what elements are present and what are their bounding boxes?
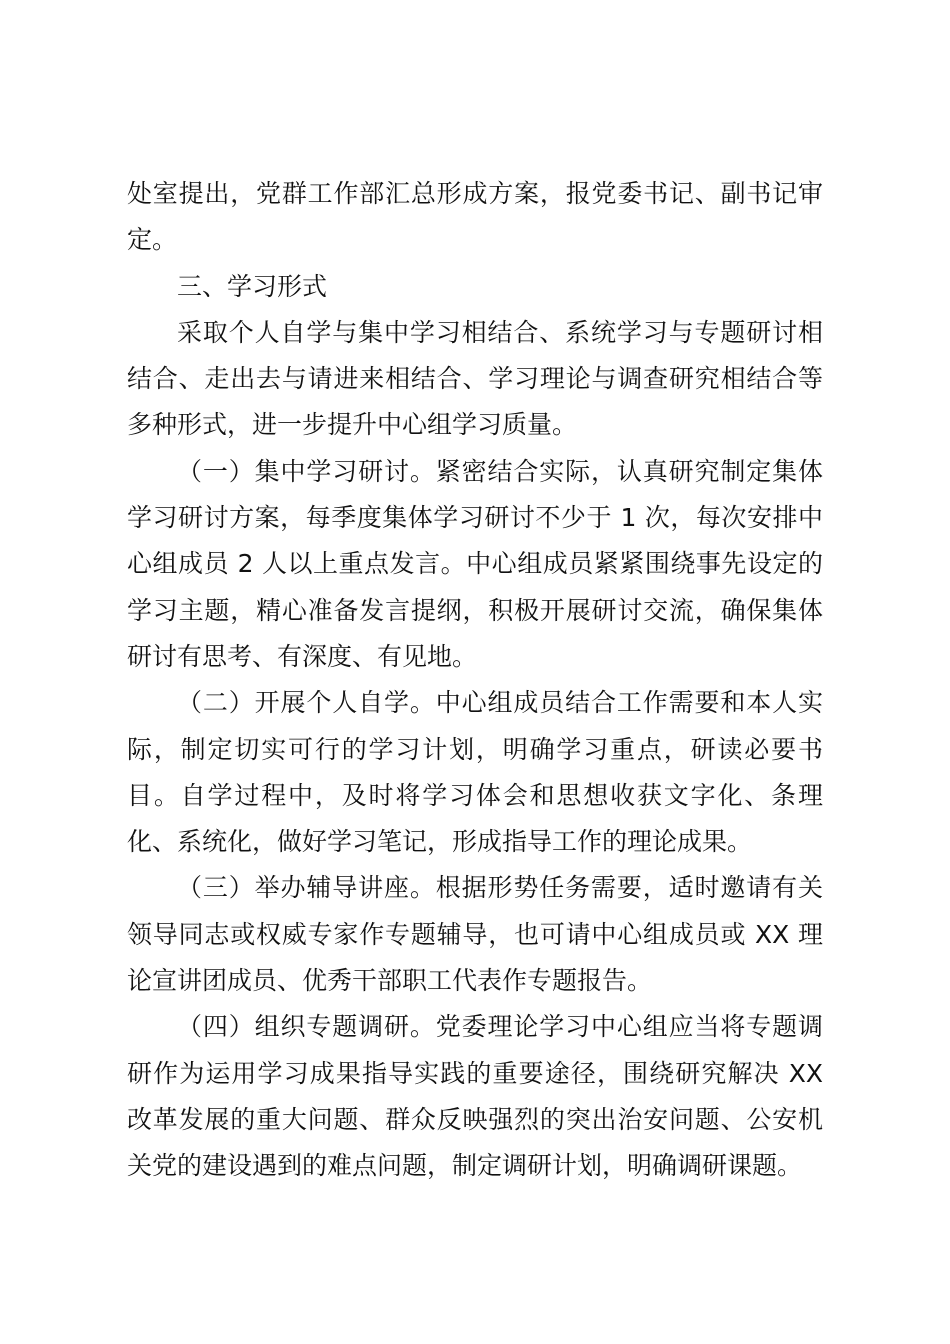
paragraph-continuation: 处室提出，党群工作部汇总形成方案，报党委书记、副书记审定。: [127, 179, 823, 255]
paragraph-item-two: （二）开展个人自学。中心组成员结合工作需要和本人实际，制定切实可行的学习计划，明确学习重点，研读必要书目。自学过程中，及时将学习体会和思想收获文字化、条理化、系统化，做好学习笔记，形成指导工作的理论成果。: [127, 688, 823, 857]
paragraph-item-three: （三）举办辅导讲座。根据形势任务需要，适时邀请有关领导同志或权威专家作专题辅导，也可请中心组成员或 XX 理论宣讲团成员、优秀干部职工代表作专题报告。: [127, 873, 823, 996]
document-body: [127, 171, 823, 1190]
paragraph-item-one: （一）集中学习研讨。紧密结合实际，认真研究制定集体学习研讨方案，每季度集体学习研讨不少于 1 次，每次安排中心组成员 2 人以上重点发言。中心组成员紧紧围绕事先设定的学习主题，精心准备发言提纲，积极开展研讨交流，确保集体研讨有思考、有深度、有见地。: [127, 456, 823, 671]
section-heading-learning-forms: 三、学习形式: [177, 271, 328, 301]
paragraph-learning-forms: 采取个人自学与集中学习相结合、系统学习与专题研讨相结合、走出去与请进来相结合、学习理论与调查研究相结合等多种形式，进一步提升中心组学习质量。: [127, 317, 823, 440]
paragraph-item-four: （四）组织专题调研。党委理论学习中心组应当将专题调研作为运用学习成果指导实践的重要途径，围绕研究解决 XX 改革发展的重大问题、群众反映强烈的突出治安问题、公安机关党的建设遇到的难点问题，制定调研计划，明确调研课题。: [127, 1012, 823, 1181]
